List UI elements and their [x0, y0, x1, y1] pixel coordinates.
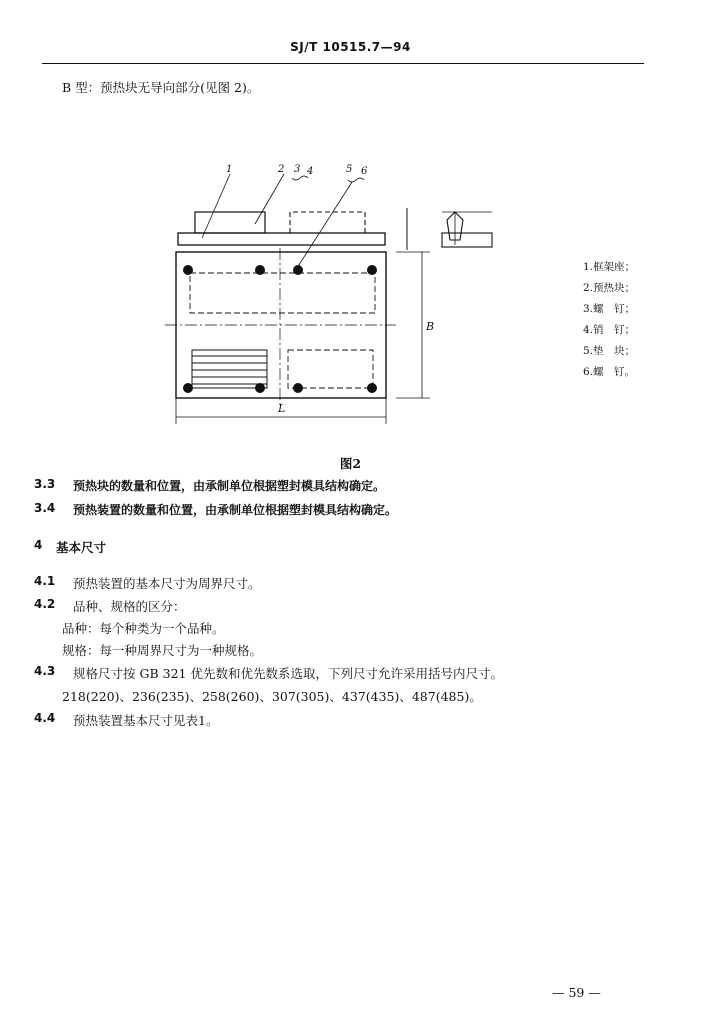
- section-4-2-text: 品种、规格的区分：: [73, 599, 186, 614]
- figure-2-drawing: [160, 160, 580, 430]
- section-4-3-text: 规格尺寸按 GB 321 优先数和优先数系选取，下列尺寸允许采用括号内尺寸。: [73, 666, 503, 681]
- section-4-3-number: 4.3: [34, 664, 56, 678]
- page-number: — 59 —: [552, 985, 601, 1000]
- section-4-4-number: 4.4: [34, 711, 56, 725]
- section-4-3-sizes: 218(220)、236(235)、258(260)、307(305)、437(435)、487(485)。: [62, 689, 482, 704]
- figure-caption: 图2: [339, 456, 362, 471]
- section-3-4-number: 3.4: [34, 501, 56, 515]
- section-4-1-number: 4.1: [34, 574, 56, 588]
- dimension-label-b: B: [426, 320, 435, 333]
- legend-item: 5.垫 块；: [583, 345, 636, 357]
- lower-block-outline: [288, 350, 373, 388]
- preheat-block-outline: [190, 273, 375, 313]
- legend-item: 6.螺 钉。: [583, 366, 636, 378]
- section-3-3-text: 预热块的数量和位置，由承制单位根据塑封模具结构确定。: [73, 479, 386, 493]
- dimension-label-l: L: [278, 402, 286, 415]
- legend-item: 2.预热块；: [583, 282, 636, 294]
- figure-legend: [583, 257, 635, 383]
- type-b-description: B 型：预热块无导向部分(见图 2)。: [62, 80, 260, 95]
- callout-4: 4: [307, 166, 314, 177]
- callout-6: 6: [361, 166, 368, 177]
- dimension-b: [396, 252, 430, 398]
- hatched-region: [192, 350, 267, 388]
- callout-2: 2: [278, 164, 285, 175]
- section-4-title: 基本尺寸: [56, 540, 107, 555]
- frame-base-side-view: [178, 233, 385, 245]
- section-4-2-number: 4.2: [34, 597, 56, 611]
- header-rule: [42, 63, 644, 64]
- legend-item: 1.框架座；: [583, 261, 636, 273]
- legend-item: 3.螺 钉；: [583, 303, 636, 315]
- callout-1: 1: [226, 164, 233, 175]
- section-4-1-text: 预热装置的基本尺寸为周界尺寸。: [73, 576, 261, 591]
- section-3-3-number: 3.3: [34, 477, 56, 491]
- callout-3: 3: [294, 164, 301, 175]
- section-4-2-variety: 品种：每个种类为一个品种。: [62, 621, 225, 636]
- section-4-number: 4: [34, 538, 43, 552]
- section-4-2-specification: 规格：每一种周界尺寸为一种规格。: [62, 643, 263, 658]
- leader-lines: [202, 174, 364, 268]
- standard-code: SJ/T 10515.7—94: [290, 40, 411, 54]
- section-4-4-text: 预热装置基本尺寸见表1。: [73, 713, 219, 728]
- section-3-4-text: 预热装置的数量和位置，由承制单位根据塑封模具结构确定。: [73, 503, 398, 517]
- legend-item: 4.销 钉；: [583, 324, 636, 336]
- callout-5: 5: [346, 164, 353, 175]
- pad-side-view: [290, 212, 365, 233]
